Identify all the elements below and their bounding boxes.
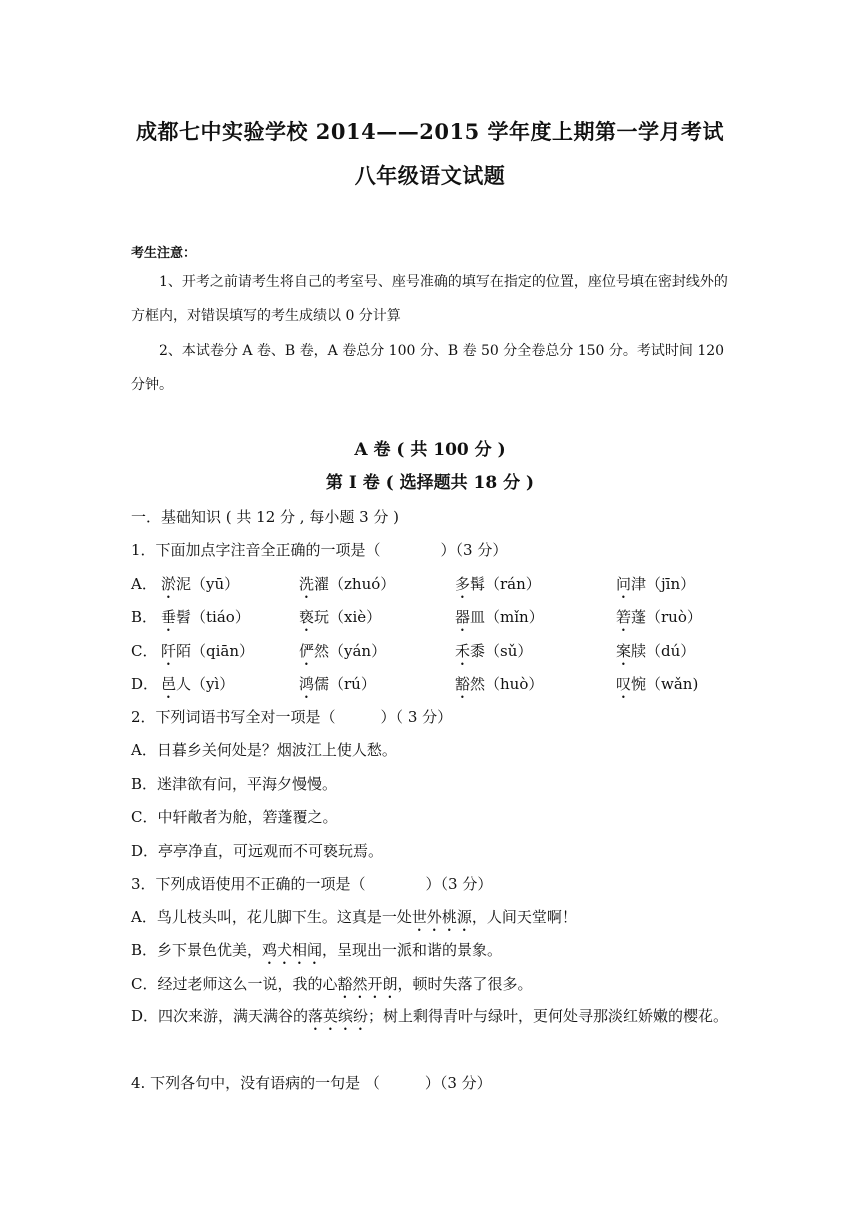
q2-option-a: A．日暮乡关何处是？烟波江上使人愁。 xyxy=(131,741,397,759)
q1-option-item xyxy=(161,573,239,602)
dotted-character: 邑 xyxy=(161,675,177,693)
word-and-pinyin: 牍（dú） xyxy=(631,642,696,660)
word-and-pinyin: 人（yì） xyxy=(176,675,235,693)
q1-option-label: D． xyxy=(131,675,159,693)
dotted-character: 禾 xyxy=(455,642,471,660)
dotted-character: 俨 xyxy=(299,642,315,660)
q1-option-item xyxy=(616,673,698,702)
word-and-pinyin: 陌（qiān） xyxy=(176,642,255,660)
dotted-character: 洗 xyxy=(299,575,315,593)
dotted-character: 多 xyxy=(455,575,471,593)
q2-option-c: C．中轩敞者为舱，箬蓬覆之。 xyxy=(131,808,338,826)
q3-option-d: D．四次来游，满天满谷的落英缤纷；树上剩得青叶与绿叶，更何处寻那淡红娇嫩的樱花。 xyxy=(131,1007,729,1025)
q1-option-item xyxy=(455,640,532,669)
word-and-pinyin: 玩（xiè） xyxy=(314,608,382,626)
q1-option-label: A． xyxy=(131,575,157,593)
exam-subtitle: 八年级语文试题 xyxy=(354,163,506,188)
dotted-character: 豁 xyxy=(455,675,471,693)
dotted-character: 亵 xyxy=(299,608,315,626)
q1-option-item xyxy=(455,573,541,602)
volume-a-heading: A 卷 ( 共 100 分 ) xyxy=(354,440,506,460)
q1-option-label: C． xyxy=(131,642,158,660)
dotted-character: 阡 xyxy=(161,642,177,660)
dotted-character: 问 xyxy=(616,575,632,593)
word-and-pinyin: 黍（sǔ） xyxy=(470,642,533,660)
q1-option-item xyxy=(161,673,234,702)
basic-knowledge-heading: 一．基础知识 ( 共 12 分 , 每小题 3 分 ) xyxy=(131,508,400,526)
q3-stem: 3．下列成语使用不正确的一项是（ ）（3 分） xyxy=(131,875,493,893)
q2-option-d: D．亭亭净直，可远观而不可亵玩焉。 xyxy=(131,842,384,860)
word-and-pinyin: 然（yán） xyxy=(314,642,387,660)
q3-option-a: A．鸟儿枝头叫，花儿脚下生。这真是一处世外桃源，人间天堂啊！ xyxy=(131,908,577,926)
dotted-character: 案 xyxy=(616,642,632,660)
q1-option-item xyxy=(299,573,395,602)
dotted-character: 淤 xyxy=(161,575,177,593)
q1-option-item xyxy=(161,606,250,635)
q1-option-item xyxy=(455,606,544,635)
dotted-character: 鸿 xyxy=(299,675,315,693)
q1-option-item xyxy=(616,606,702,635)
q2-option-b: B．迷津欲有问，平海夕慢慢。 xyxy=(131,775,338,793)
word-and-pinyin: 惋（wǎn) xyxy=(631,675,699,693)
notice-item-1: 1、开考之前请考生将自己的考室号、座号准确的填写在指定的位置，座位号填在密封线外的方框内，对错误填写的考生成绩以 0 分计算 xyxy=(131,274,728,324)
q1-option-item xyxy=(161,640,254,669)
word-and-pinyin: 泥（yū） xyxy=(176,575,240,593)
word-and-pinyin: 蓬（ruò） xyxy=(631,608,702,626)
q3-option-c: C．经过老师这么一说，我的心豁然开朗，顿时失落了很多。 xyxy=(131,975,533,993)
exam-title: 成都七中实验学校 2014——2015 学年度上期第一学月考试 xyxy=(135,119,724,144)
word-and-pinyin: 津（jīn） xyxy=(631,575,696,593)
dotted-character: 叹 xyxy=(616,675,632,693)
q1-option-item xyxy=(616,640,695,669)
word-and-pinyin: 然（huò） xyxy=(470,675,544,693)
word-and-pinyin: 儒（rú） xyxy=(314,675,376,693)
word-and-pinyin: 髯（rán） xyxy=(470,575,541,593)
dotted-character: 器 xyxy=(455,608,471,626)
q1-option-item xyxy=(299,640,386,669)
q2-stem: 2．下列词语书写全对一项是（ ）（ 3 分） xyxy=(131,708,453,726)
q1-option-item xyxy=(299,673,376,702)
dotted-character: 箬 xyxy=(616,608,632,626)
q1-option-item xyxy=(616,573,695,602)
dotted-character: 垂 xyxy=(161,608,177,626)
q1-stem: 1．下面加点字注音全正确的一项是（ ）（3 分） xyxy=(131,541,508,559)
word-and-pinyin: 濯（zhuó） xyxy=(314,575,396,593)
q3-option-b: B．乡下景色优美，鸡犬相闻，呈现出一派和谐的景象。 xyxy=(131,941,503,959)
q1-option-item xyxy=(455,673,543,702)
q1-option-label: B． xyxy=(131,608,158,626)
q1-option-item xyxy=(299,606,381,635)
notice-heading: 考生注意： xyxy=(131,246,197,261)
notice-item-2: 2、本试卷分 A 卷、B 卷，A 卷总分 100 分、B 卷 50 分全卷总分 150 分。考试时间 120 分钟。 xyxy=(131,343,725,393)
word-and-pinyin: 髫（tiáo） xyxy=(176,608,250,626)
word-and-pinyin: 皿（mǐn） xyxy=(470,608,544,626)
q4-stem: 4. 下列各句中，没有语病的一句是 （ ）（3 分） xyxy=(131,1074,492,1092)
part-1-heading: 第 I 卷 ( 选择题共 18 分 ) xyxy=(325,473,535,493)
